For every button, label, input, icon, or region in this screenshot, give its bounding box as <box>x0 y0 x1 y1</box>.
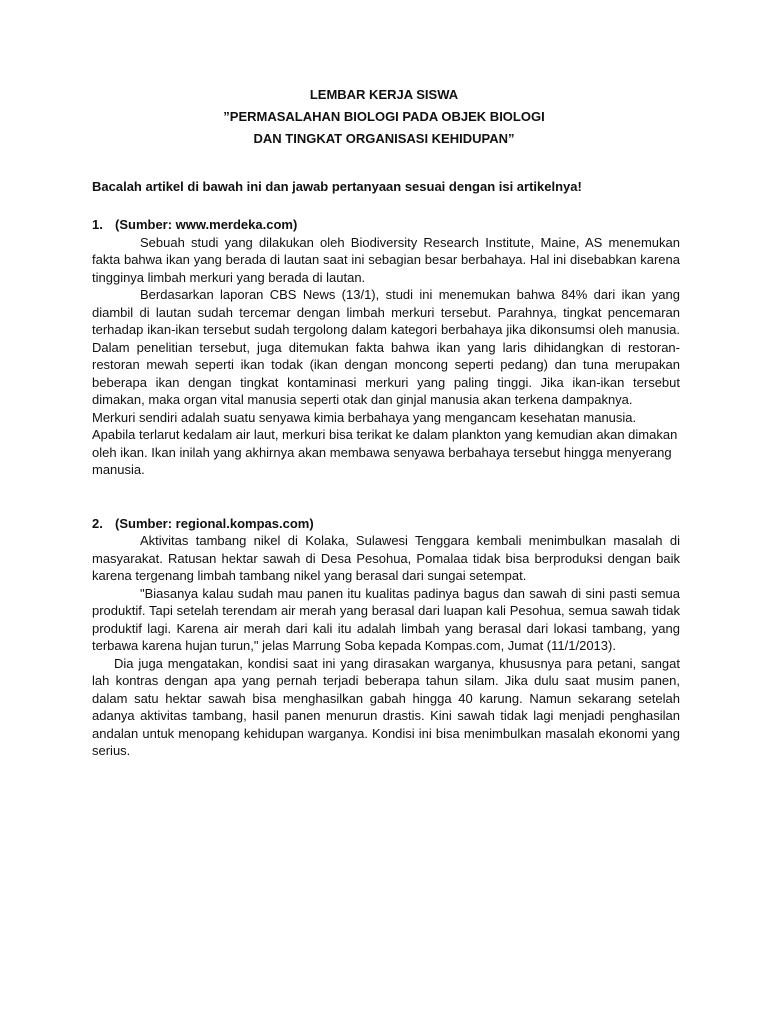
document-title <box>88 84 680 150</box>
section-source: (Sumber: www.merdeka.com) <box>115 217 298 232</box>
paragraph: "Biasanya kalau sudah mau panen itu kualitas padinya bagus dan sawah di sini pasti semua produktif. Tapi setelah terendam air merah yang berasal dari luapan kali Pesohua, semua sawah tidak produktif lagi. Karena air merah dari kali itu adalah limbah yang berasal dari lokasi tambang, yang terbawa karena hujan turun," jelas Marrung Soba kepada Kompas.com, Jumat (11/1/2013). <box>92 585 680 653</box>
instruction-text: Bacalah artikel di bawah ini dan jawab pertanyaan sesuai dengan isi artikelnya! <box>92 179 582 194</box>
title-line-2: ”PERMASALAHAN BIOLOGI PADA OBJEK BIOLOGI <box>223 109 545 124</box>
paragraph: Sebuah studi yang dilakukan oleh Biodiversity Research Institute, Maine, AS menemukan fakta bahwa ikan yang berada di lautan saat ini sebagian besar berbahaya. Hal ini disebabkan karena tingginya limbah merkuri yang berada di lautan. <box>92 234 680 285</box>
paragraph: Dia juga mengatakan, kondisi saat ini yang dirasakan warganya, khususnya para petani, sangat lah kontras dengan apa yang pernah terjadi beberapa tahun silam. Jika dulu saat musim panen, dalam satu hektar sawah bisa menghasilkan gabah hingga 40 karung. Namun sekarang setelah adanya aktivitas tambang, hasil panen menurun drastis. Kini sawah tidak lagi menjadi penghasilan andalan untuk menopang kehidupan warganya. Kondisi ini bisa menimbulkan masalah ekonomi yang serius. <box>92 655 680 758</box>
section-heading <box>92 515 680 533</box>
article-section-1 <box>92 216 680 479</box>
section-number: 1. <box>92 217 103 232</box>
paragraph: Merkuri sendiri adalah suatu senyawa kimia berbahaya yang mengancam kesehatan manusia. Apabila terlarut kedalam air laut, merkuri bisa terikat ke dalam plankton yang kemudian akan dimakan oleh ikan. Ikan inilah yang akhirnya akan membawa senyawa berbahaya tersebut hingga menyerang manusia. <box>92 409 678 477</box>
section-number: 2. <box>92 515 103 531</box>
article-section-2 <box>92 515 680 760</box>
section-source: (Sumber: regional.kompas.com) <box>115 515 314 531</box>
title-line-3: DAN TINGKAT ORGANISASI KEHIDUPAN” <box>253 131 515 146</box>
paragraph: Berdasarkan laporan CBS News (13/1), studi ini menemukan bahwa 84% dari ikan yang diambil di lautan sudah tercemar dengan limbah merkuri tersebut. Parahnya, tingkat pencemaran terhadap ikan-ikan tersebut sudah tergolong dalam kategori berbahaya jika dikonsumsi oleh manusia. Dalam penelitian tersebut, juga ditemukan fakta bahwa ikan yang laris dihidangkan di restoran-restoran mewah seperti ikan todak (ikan dengan moncong seperti pedang) dan tuna merupakan beberapa ikan dengan tingkat kontaminasi merkuri yang paling tinggi. Jika ikan-ikan tersebut dimakan, maka organ vital manusia seperti otak dan ginjal manusia akan terkena dampaknya. <box>92 287 680 407</box>
title-line-1: LEMBAR KERJA SISWA <box>309 87 459 102</box>
section-heading <box>92 216 680 234</box>
paragraph: Aktivitas tambang nikel di Kolaka, Sulawesi Tenggara kembali menimbulkan masalah di masyarakat. Ratusan hektar sawah di Desa Pesohua, Pomalaa tidak bisa berproduksi dengan baik karena tergenang limbah tambang nikel yang berasal dari sungai setempat. <box>92 533 680 583</box>
